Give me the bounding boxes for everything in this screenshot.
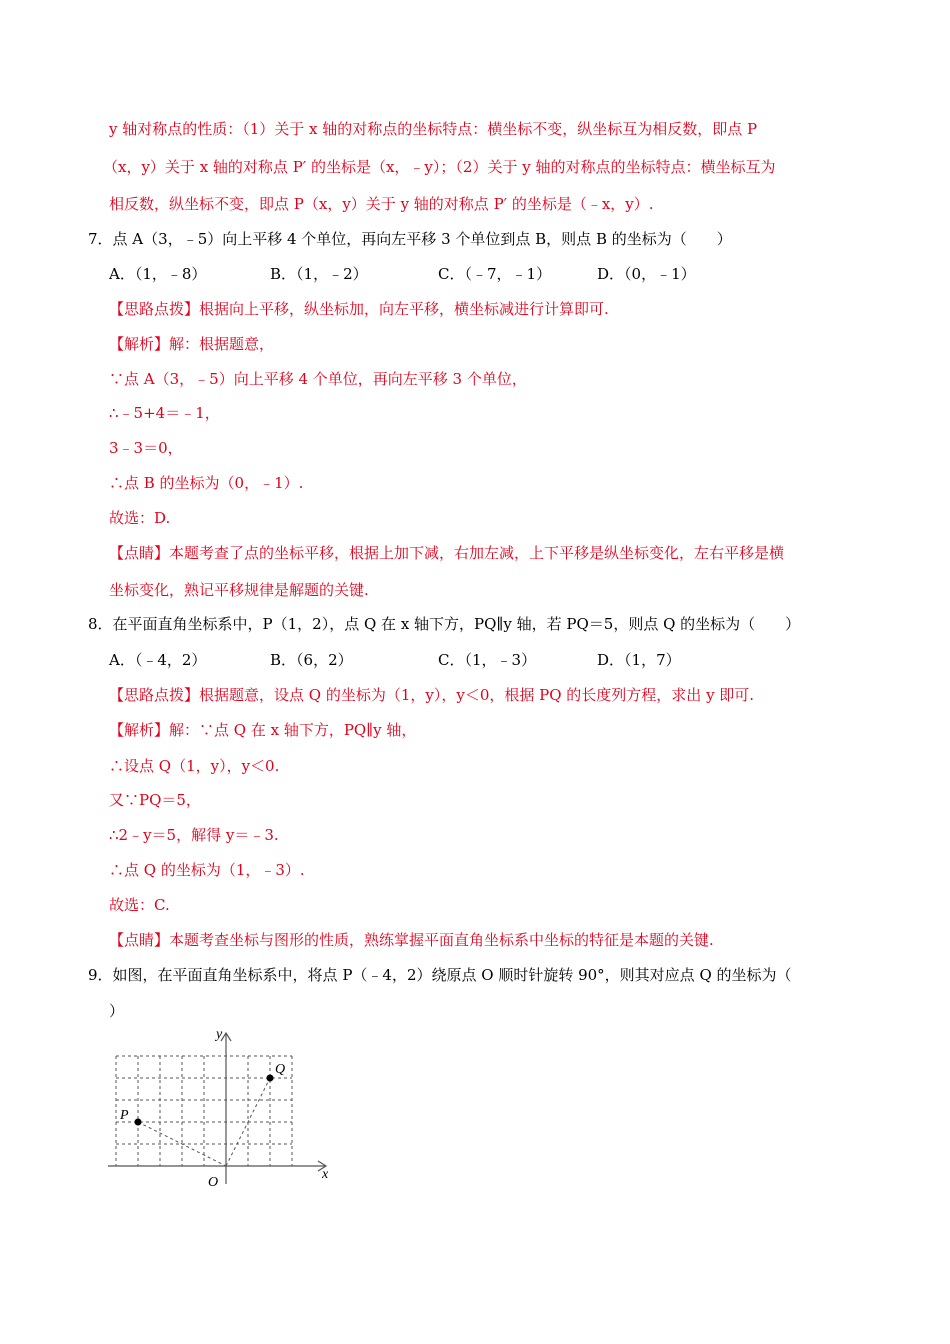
q8-solution-4: ∴2﹣y＝5，解得 y＝﹣3.: [109, 826, 279, 844]
point-q: [267, 1075, 274, 1082]
q8-solution-3: 又∵PQ＝5，: [109, 791, 201, 809]
q7-option-d: D．（0，﹣1）: [597, 265, 696, 283]
intro-line-1: y 轴对称点的性质：（1）关于 x 轴的对称点的坐标特点：横坐标不变，纵坐标互为相反数，即点 P: [109, 120, 758, 138]
q8-option-b: B．（6，2）: [270, 651, 353, 669]
q8-stem: 8．在平面直角坐标系中，P（1，2），点 Q 在 x 轴下方，PQ∥y 轴，若 PQ＝5，则点 Q 的坐标为（ ）: [88, 615, 801, 633]
q9-stem-1: 9．如图，在平面直角坐标系中，将点 P（﹣4，2）绕原点 O 顺时针旋转 90°，则其对应点 Q 的坐标为（: [88, 966, 792, 984]
q8-solution-1: 【解析】解：∵点 Q 在 x 轴下方，PQ∥y 轴，: [109, 721, 417, 739]
intro-line-2: （x，y）关于 x 轴的对称点 P′ 的坐标是（x，﹣y）；（2）关于 y 轴的对称点的坐标特点：横坐标互为: [103, 158, 776, 176]
q8-option-a: A．（﹣4，2）: [109, 651, 207, 669]
q7-solution-6: 故选：D.: [109, 509, 171, 527]
q7-solution-2: ∵点 A（3，﹣5）向上平移 4 个单位，再向左平移 3 个单位，: [109, 370, 527, 388]
q8-solution-2: ∴设点 Q（1，y），y＜0.: [109, 757, 280, 775]
q7-comment-2: 坐标变化，熟记平移规律是解题的关键.: [109, 581, 369, 599]
q8-solution-6: 故选：C.: [109, 896, 170, 914]
y-axis-label: y: [216, 1027, 223, 1042]
q7-comment-1: 【点睛】本题考查了点的坐标平移，根据上加下减，右加左减，上下平移是纵坐标变化，左右平移是横: [109, 544, 785, 562]
x-axis-label: x: [322, 1167, 329, 1182]
intro-line-3: 相反数，纵坐标不变，即点 P（x，y）关于 y 轴的对称点 P′ 的坐标是（﹣x，y）.: [109, 195, 654, 213]
q9-coordinate-diagram: [100, 1026, 340, 1191]
q8-solution-5: ∴点 Q 的坐标为（1，﹣3）.: [109, 861, 305, 879]
q7-solution-5: ∴点 B 的坐标为（0，﹣1）.: [109, 474, 304, 492]
q8-comment: 【点睛】本题考查坐标与图形的性质，熟练掌握平面直角坐标系中坐标的特征是本题的关键.: [109, 931, 714, 949]
q7-hint: 【思路点拨】根据向上平移，纵坐标加，向左平移，横坐标减进行计算即可.: [109, 300, 609, 318]
q7-option-b: B．（1，﹣2）: [270, 265, 368, 283]
p-label: P: [120, 1108, 129, 1123]
q7-solution-4: 3﹣3＝0，: [109, 439, 183, 457]
q7-solution-1: 【解析】解：根据题意，: [109, 335, 275, 353]
q-label: Q: [275, 1062, 286, 1077]
q7-option-a: A．（1，﹣8）: [109, 265, 207, 283]
q7-stem: 7．点 A（3，﹣5）向上平移 4 个单位，再向左平移 3 个单位到点 B，则点 B 的坐标为（ ）: [88, 230, 732, 248]
q8-option-c: C．（1，﹣3）: [438, 651, 537, 669]
origin-label: O: [208, 1175, 219, 1190]
q8-option-d: D．（1，7）: [597, 651, 681, 669]
grid-lines: [116, 1056, 292, 1166]
q7-solution-3: ∴﹣5+4＝﹣1，: [109, 404, 220, 422]
q9-stem-2: ）: [109, 1002, 125, 1020]
q7-option-c: C．（﹣7，﹣1）: [438, 265, 552, 283]
q8-hint: 【思路点拨】根据题意，设点 Q 的坐标为（1，y），y＜0，根据 PQ 的长度列方程，求出 y 即可.: [109, 686, 755, 704]
point-p: [135, 1119, 142, 1126]
